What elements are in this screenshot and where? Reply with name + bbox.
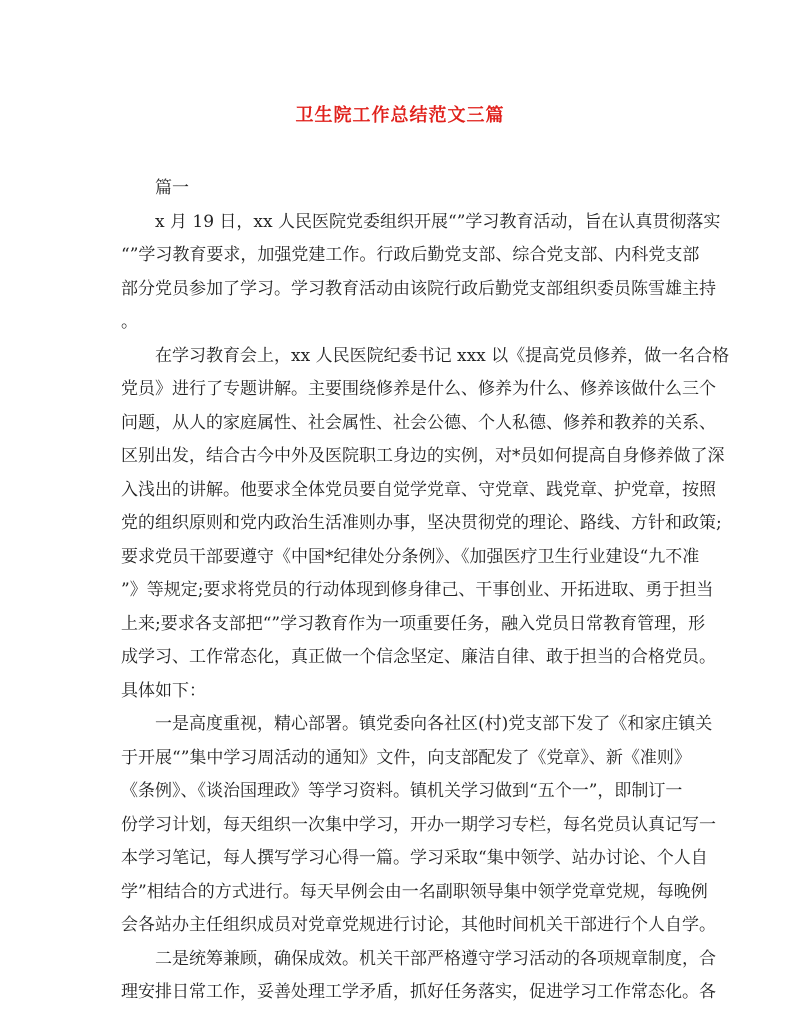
paragraph-line: 本学习笔记，每人撰写学习心得一篇。学习采取“集中领学、站办讨论、个人自 — [121, 848, 708, 868]
paragraph-line: 党的组织原则和党内政治生活准则办事，坚决贯彻党的理论、路线、方针和政策; — [121, 513, 722, 533]
paragraph-line: 二是统筹兼顾，确保成效。机关干部严格遵守学习活动的各项规章制度，合 — [155, 948, 716, 969]
paragraph-line: ”》等规定;要求将党员的行动体现到修身律己、干事创业、开拓进取、勇于担当 — [121, 580, 714, 600]
paragraph-line: 份学习计划，每天组织一次集中学习，开办一期学习专栏，每名党员认真记写一 — [121, 814, 716, 835]
paragraph-line: 。 — [121, 312, 138, 332]
paragraph-line: 理安排日常工作，妥善处理工学矛盾，抓好任务落实，促进学习工作常态化。各 — [121, 982, 716, 1002]
paragraph-line: “”学习教育要求，加强党建工作。行政后勤党支部、综合党支部、内科党支部 — [121, 245, 700, 265]
paragraph-line: 党员》进行了专题讲解。主要围绕修养是什么、修养为什么、修养该做什么三个 — [121, 379, 716, 399]
document-body — [121, 172, 730, 1010]
paragraph-line: 会各站办主任组织成员对党章党规进行讨论，其他时间机关干部进行个人自学。 — [121, 915, 716, 935]
paragraph-line: 问题，从人的家庭属性、社会属性、社会公德、个人私德、修养和教养的关系、 — [121, 412, 716, 433]
paragraph-line: 上来;要求各支部把“”学习教育作为一项重要任务，融入党员日常教育管理，形 — [121, 613, 706, 634]
paragraph-line: 于开展“”集中学习周活动的通知》文件，向支部配发了《党章》、新《准则》 — [121, 747, 691, 768]
paragraph-line: 部分党员参加了学习。学习教育活动由该院行政后勤党支部组织委员陈雪雄主持 — [121, 278, 716, 299]
paragraph-line: 篇一 — [155, 178, 189, 198]
paragraph-line: 一是高度重视，精心部署。镇党委向各社区(村)党支部下发了《和家庄镇关 — [155, 714, 713, 734]
paragraph-line: 在学习教育会上，xx 人民医院纪委书记 xxx 以《提高党员修养，做一名合格 — [155, 345, 730, 366]
paragraph-line: 要求党员干部要遵守《中国*纪律处分条例》、《加强医疗卫生行业建设“九不准 — [121, 546, 700, 567]
paragraph-line: 区别出发，结合古今中外及医院职工身边的实例，对*员如何提高自身修养做了深 — [121, 446, 725, 466]
paragraph-line: 成学习、工作常态化，真正做一个信念坚定、廉洁自律、敢于担当的合格党员。 — [121, 647, 716, 667]
document-title: 卫生院工作总结范文三篇 — [295, 105, 505, 126]
paragraph-line: 具体如下： — [121, 680, 206, 701]
paragraph-line: 《条例》、《谈治国理政》等学习资料。镇机关学习做到“五个一”，即制订一 — [121, 781, 683, 801]
paragraph-line: 学”相结合的方式进行。每天早例会由一名副职领导集中领学党章党规，每晚例 — [121, 881, 708, 902]
paragraph-line: 入浅出的讲解。他要求全体党员要自觉学党章、守党章、践党章、护党章，按照 — [121, 479, 716, 500]
paragraph-line: x 月 19 日，xx 人民医院党委组织开展“”学习教育活动，旨在认真贯彻落实 — [155, 211, 721, 232]
